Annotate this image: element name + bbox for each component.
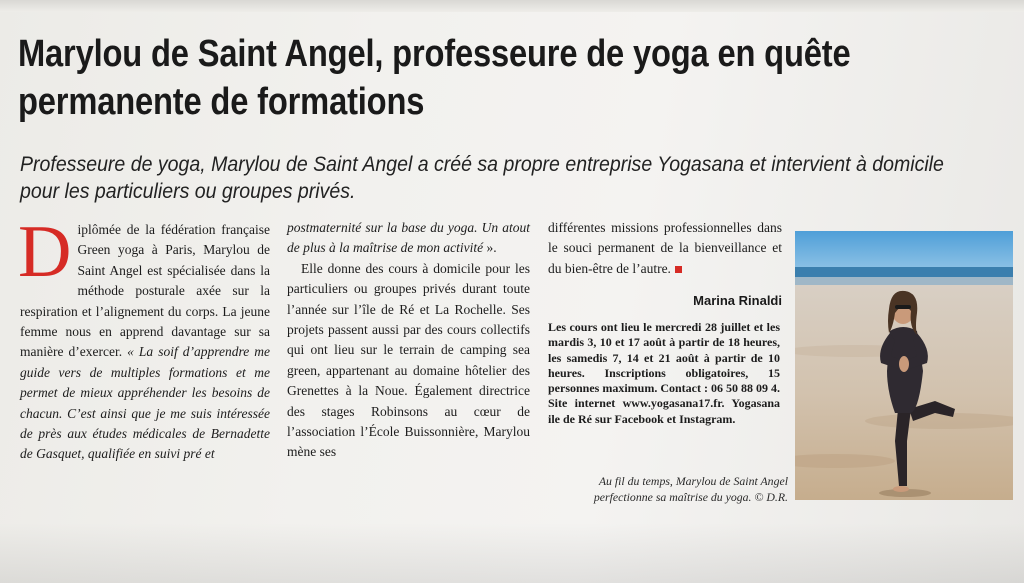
author-byline: Marina Rinaldi	[693, 293, 782, 308]
column-2-quote-end: ».	[483, 240, 497, 256]
photo-caption: Au fil du temps, Marylou de Saint Angel perfectionne sa maîtrise du yoga. © D.R.	[593, 474, 788, 504]
column-2-body-text: Elle donne des cours à domicile pour les particuliers ou groupes privés durant toute l’année sur l’île de Ré et La Rochelle. Ses projets passent aussi par des cours collectifs qui ont lieu sur le terrain de camping sea green, appartenant au domaine hôtelier des Grenettes à la Noue. Également directrice des stages Robinsons au cœur de l’association l’École Buissonnière, Marylou mène ses	[287, 260, 530, 460]
column-1-lead-text: iplômée de la fédération française Green yoga à Paris, Marylou de Saint Angel est spécialisée dans la méthode posturale axée sur la respiration et l’alignement du corps. La jeune femme nous en apprend davantage sur sa manière d’exercer.	[20, 222, 270, 360]
article-column-3	[548, 218, 782, 279]
beach-yoga-photo	[795, 231, 1013, 500]
article-column-2	[287, 218, 530, 463]
article-end-mark	[675, 266, 682, 273]
drop-cap: D	[18, 211, 72, 293]
page-top-edge	[0, 0, 1024, 12]
article-photo	[795, 231, 1013, 500]
column-1-quote-text: « La soif d’apprendre me guide vers de multiples formations et me permet de mieux appréhender les besoins de chacun. C’est ainsi que je me suis intéressée de près aux études médicales de Bernadette de Gasquet, qualifiée en suivi pré et	[20, 344, 270, 462]
practical-info-box: Les cours ont lieu le mercredi 28 juillet et les mardis 3, 10 et 17 août à partir de 18 heures, les samedis 7, 14 et 21 août à partir de 10 heures. Inscriptions obligatoires, 15 personnes maximum. Contact : 06 50 88 09 4. Site internet www.yogasana17.fr. Yogasana ile de Ré sur Facebook et Instagram.	[548, 320, 780, 426]
column-2-quote-text: postmaternité sur la base du yoga. Un atout de plus à la maîtrise de mon activité	[287, 220, 530, 256]
article-column-1	[18, 211, 270, 465]
article-standfirst: Professeure de yoga, Marylou de Saint Angel a créé sa propre entreprise Yogasana et intervient à domicile pour les particuliers ou groupes privés.	[20, 153, 944, 203]
article-headline: Marylou de Saint Angel, professeure de yoga en quête permanente de formations	[18, 33, 851, 123]
column-3-body-text: différentes missions professionnelles dans le souci permanent de la bienveillance et du bien-être de l’autre.	[548, 220, 782, 276]
